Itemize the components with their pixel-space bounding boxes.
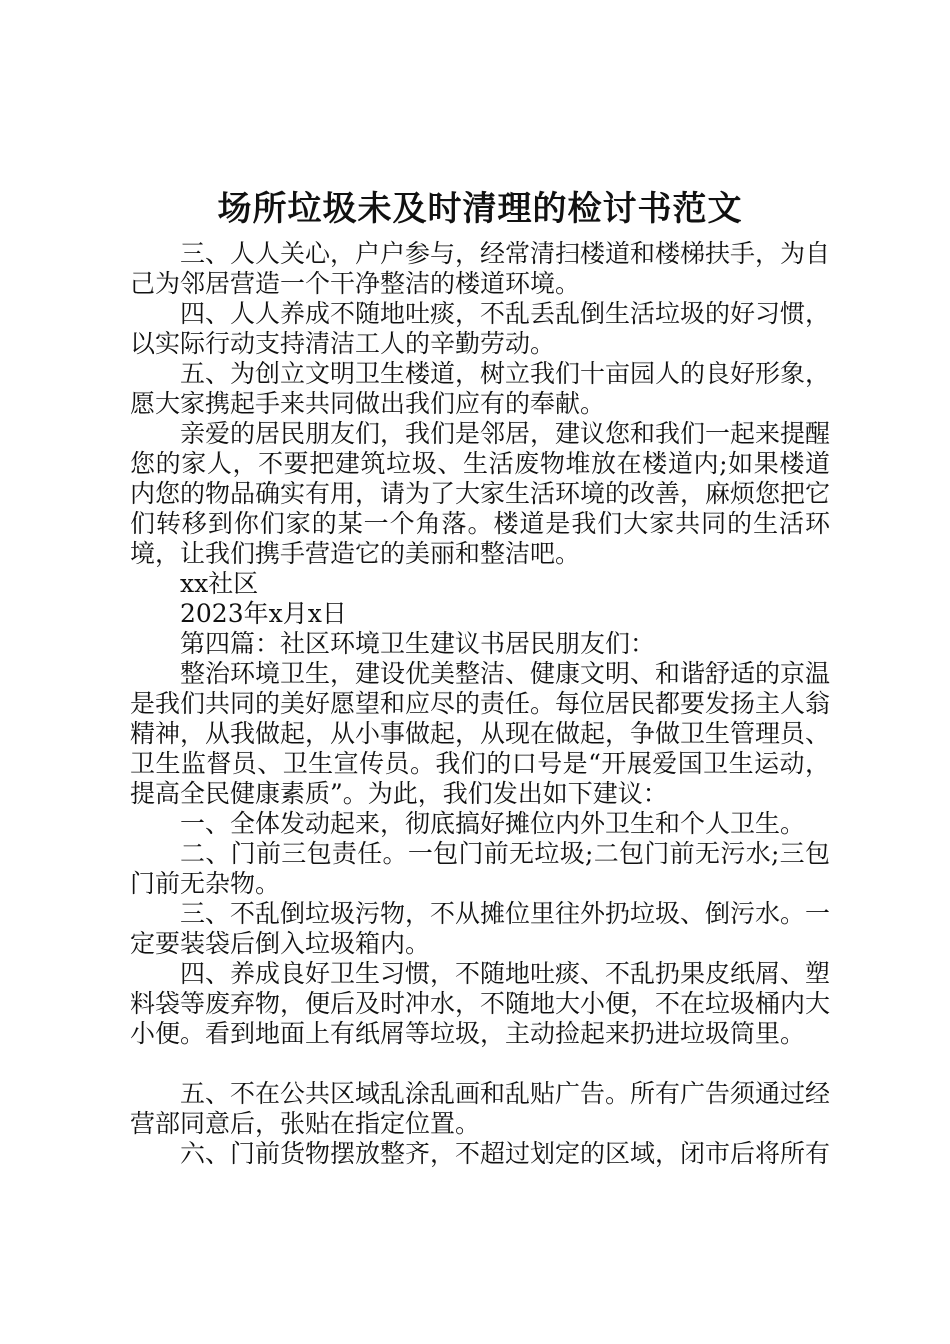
paragraph-5: 五、为创立文明卫生楼道，树立我们十亩园人的良好形象，愿大家携起手来共同做出我们应有的奉献。: [130, 359, 831, 418]
paragraph-environment-intro: 整治环境卫生，建设优美整洁、健康文明、和谐舒适的京温是我们共同的美好愿望和应尽的责任。每位居民都要发扬主人翁精神，从我做起，从小事做起，从现在做起，争做卫生管理员、卫生监督员、卫生宣传员。我们的口号是“开展爱国卫生运动，提高全民健康素质”。为此，我们发出如下建议：: [130, 659, 831, 808]
suggestion-6: 六、门前货物摆放整齐，不超过划定的区域，闭市后将所有: [180, 1139, 831, 1168]
signature-date: 2023年x月x日: [180, 599, 347, 628]
suggestion-5: 五、不在公共区域乱涂乱画和乱贴广告。所有广告须通过经营部同意后，张贴在指定位置。: [130, 1079, 831, 1138]
paragraph-3: 三、人人关心，户户参与，经常清扫楼道和楼梯扶手，为自己为邻居营造一个干净整洁的楼道环境。: [130, 239, 831, 298]
suggestion-1: 一、全体发动起来，彻底搞好摊位内外卫生和个人卫生。: [180, 809, 806, 838]
suggestion-4: 四、养成良好卫生习惯，不随地吐痰、不乱扔果皮纸屑、塑料袋等废弃物，便后及时冲水，不随地大小便，不在垃圾桶内大小便。看到地面上有纸屑等垃圾，主动捡起来扔进垃圾筒里。: [130, 959, 831, 1048]
suggestion-3: 三、不乱倒垃圾污物，不从摊位里往外扔垃圾、倒污水。一定要装袋后倒入垃圾箱内。: [130, 899, 831, 958]
paragraph-4: 四、人人养成不随地吐痰，不乱丢乱倒生活垃圾的好习惯，以实际行动支持清洁工人的辛勤劳动。: [130, 299, 831, 358]
document-page: [130, 185, 830, 1169]
blank-line: [130, 1049, 830, 1079]
section-heading-4: 第四篇：社区环境卫生建议书居民朋友们：: [180, 629, 656, 658]
community-signature: xx社区: [180, 569, 259, 598]
suggestion-2: 二、门前三包责任。一包门前无垃圾;二包门前无污水;三包门前无杂物。: [130, 839, 830, 898]
paragraph-dear-residents: 亲爱的居民朋友们，我们是邻居，建议您和我们一起来提醒您的家人，不要把建筑垃圾、生活废物堆放在楼道内;如果楼道内您的物品确实有用，请为了大家生活环境的改善，麻烦您把它们转移到你们家的某一个角落。楼道是我们大家共同的生活环境，让我们携手营造它的美丽和整洁吧。: [130, 419, 831, 568]
document-title: 场所垃圾未及时清理的检讨书范文: [217, 189, 743, 229]
